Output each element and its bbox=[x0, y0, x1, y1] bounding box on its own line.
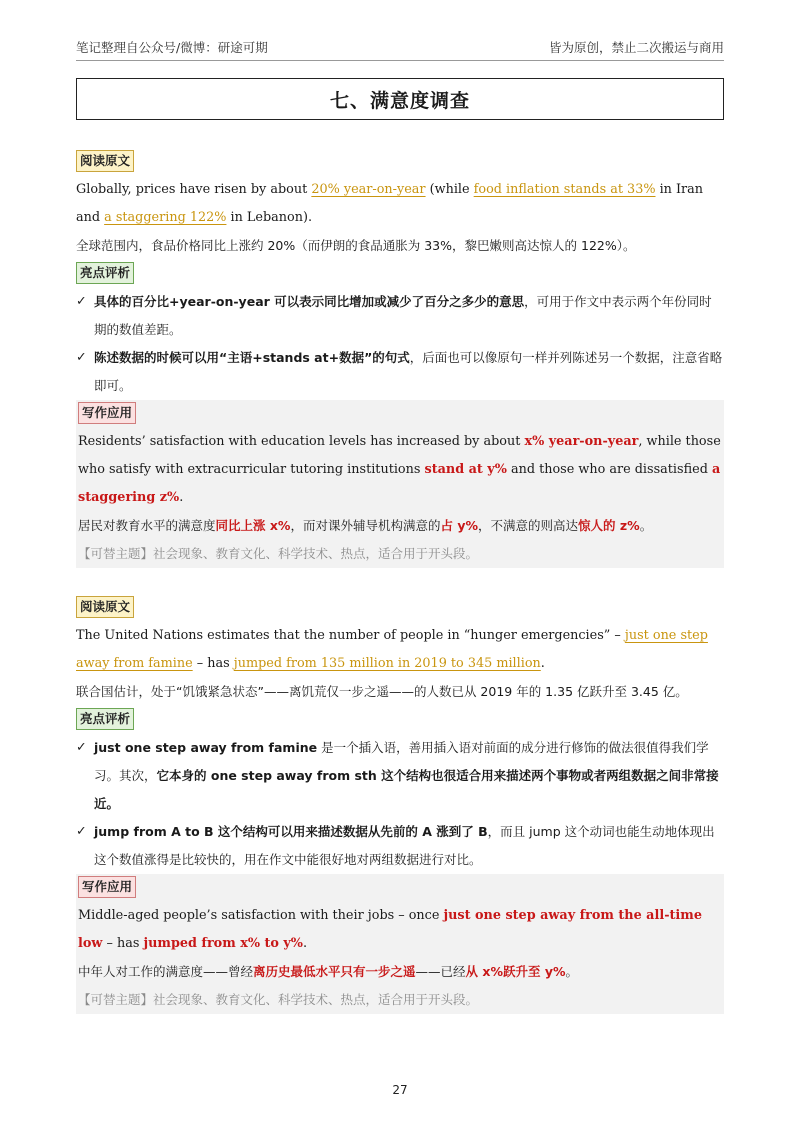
original-chinese-translation: 全球范围内，食品价格同比上涨约 20%（而伊朗的食品通胀为 33%，黎巴嫩则高达惊人的 122%）。 bbox=[76, 238, 636, 253]
alternative-topics: 【可替主题】社会现象、教育文化、科学技术、热点，适合用于开头段。 bbox=[78, 992, 479, 1007]
check-icon: ✓ bbox=[76, 294, 87, 309]
writing-chinese-sentence: 居民对教育水平的满意度同比上涨 x%，而对课外辅导机构满意的占 y%，不满意的则高达惊人的 z%。 bbox=[78, 518, 653, 533]
page-number: 27 bbox=[392, 1083, 408, 1097]
highlight-phrase: jumped from 135 million in 2019 to 345 million bbox=[233, 656, 541, 671]
highlight-analysis-tag: 亮点评析 bbox=[76, 262, 134, 284]
highlight-phrase: 20% year-on-year bbox=[311, 182, 426, 197]
writing-chinese-sentence: 中年人对工作的满意度——曾经离历史最低水平只有一步之遥——已经从 x%跃升至 y%。 bbox=[78, 964, 579, 979]
analysis-point: ✓ 陈述数据的时候可以用“主语+stands at+数据”的句式，后面也可以像原句一样并列陈述另一个数据，注意省略即可。 bbox=[76, 344, 724, 400]
section-title: 七、满意度调查 bbox=[329, 89, 470, 112]
highlight-analysis-tag: 亮点评析 bbox=[76, 708, 134, 730]
analysis-point: ✓ jump from A to B 这个结构可以用来描述数据从先前的 A 涨到了 B，而且 jump 这个动词也能生动地体现出这个数值涨得是比较快的，用在作文中能很好地对两组数据进行对比。 bbox=[76, 818, 724, 874]
page-content bbox=[76, 148, 724, 1014]
writing-application-tag: 写作应用 bbox=[78, 876, 136, 898]
highlight-phrase: a staggering 122% bbox=[104, 210, 227, 225]
original-english-text: Globally, prices have risen by about 20% year-on-year (while food inflation stands at 33% in Iran and a staggering 122% in Lebanon). bbox=[76, 182, 704, 225]
writing-english-sentence: Middle-aged people’s satisfaction with their jobs – once just one step away from the all-time low – has jumped from x% to y%. bbox=[78, 908, 702, 951]
writing-english-sentence: Residents’ satisfaction with education levels has increased by about x% year-on-year, while those who satisfy with extracurricular tutoring institutions stand at y% and those who are dissatisfied a staggering z%. bbox=[78, 434, 721, 505]
analysis-point: ✓ 具体的百分比+year-on-year 可以表示同比增加或减少了百分之多少的意思，可用于作文中表示两个年份同时期的数值差距。 bbox=[76, 288, 724, 344]
original-chinese-translation: 联合国估计，处于“饥饿紧急状态”——离饥荒仅一步之遥——的人数已从 2019 年的 1.35 亿跃升至 3.45 亿。 bbox=[76, 684, 688, 699]
header-copyright: 皆为原创，禁止二次搬运与商用 bbox=[548, 40, 724, 55]
header-divider bbox=[76, 60, 724, 61]
check-icon: ✓ bbox=[76, 824, 87, 839]
original-english-text: The United Nations estimates that the number of people in “hunger emergencies” – just one step away from famine – has jumped from 135 million in 2019 to 345 million. bbox=[76, 628, 708, 671]
read-original-tag: 阅读原文 bbox=[76, 596, 134, 618]
highlight-phrase: just one step away from famine bbox=[76, 628, 708, 671]
alternative-topics: 【可替主题】社会现象、教育文化、科学技术、热点，适合用于开头段。 bbox=[78, 546, 479, 561]
writing-application-box bbox=[76, 874, 724, 1014]
writing-application-box bbox=[76, 400, 724, 568]
section-title-box bbox=[76, 78, 724, 120]
check-icon: ✓ bbox=[76, 350, 87, 365]
highlight-phrase: food inflation stands at 33% bbox=[473, 182, 656, 197]
analysis-point: ✓ just one step away from famine 是一个插入语，善用插入语对前面的成分进行修饰的做法很值得我们学习。其次，它本身的 one step away from sth 这个结构也很适合用来描述两个事物或者两组数据之间非常接近。 bbox=[76, 734, 724, 818]
writing-application-tag: 写作应用 bbox=[78, 402, 136, 424]
check-icon: ✓ bbox=[76, 740, 87, 755]
header-source: 笔记整理自公众号/微博：研途可期 bbox=[76, 40, 268, 55]
read-original-tag: 阅读原文 bbox=[76, 150, 134, 172]
